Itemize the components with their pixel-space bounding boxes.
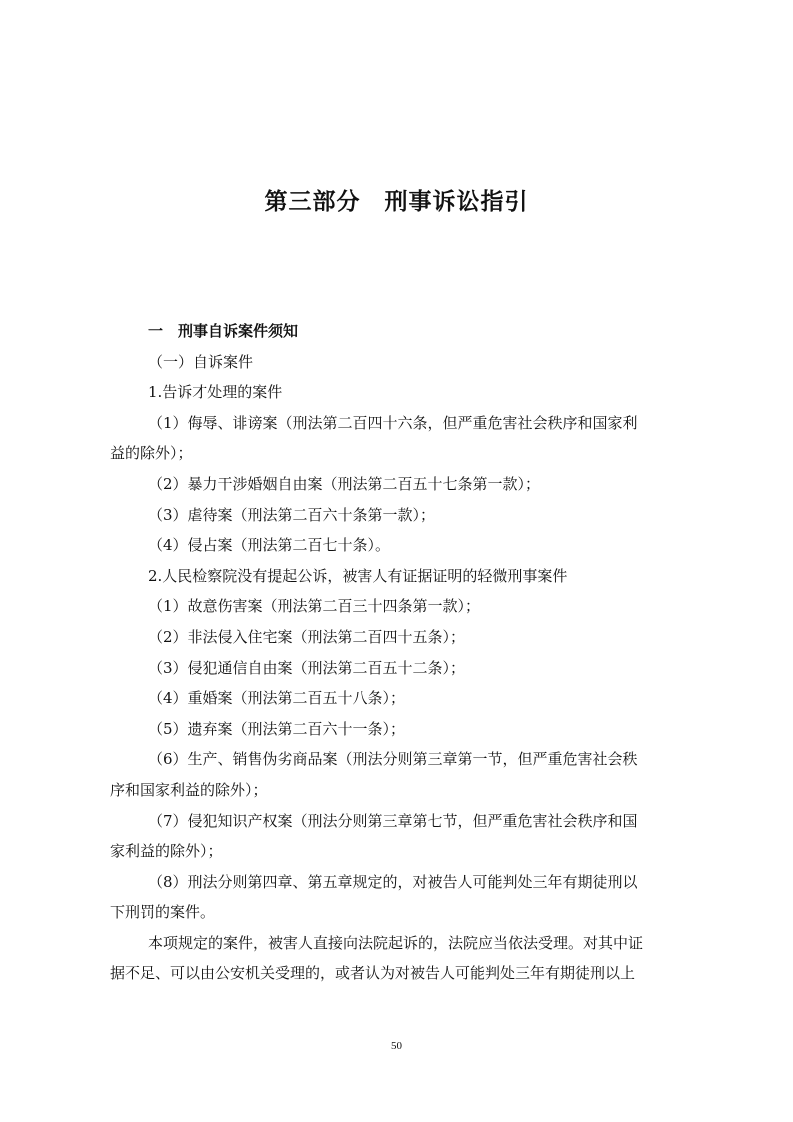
list-item: （2）暴力干涉婚姻自由案（刑法第二百五十七条第一款）； [148,474,541,493]
category-heading: 1.告诉才处理的案件 [148,383,283,402]
subsection-heading: （一）自诉案件 [148,352,254,371]
list-item: （7）侵犯知识产权案（刑法分则第三章第七节，但严重危害社会秩序和国 [148,811,638,830]
list-item-continuation: 序和国家利益的除外）； [110,780,268,799]
section-heading: 一 刑事自诉案件须知 [148,322,299,340]
list-item: （1）故意伤害案（刑法第二百三十四条第一款）； [148,597,481,616]
list-item: （5）遗弃案（刑法第二百六十一条）； [148,719,406,738]
list-item: （1）侮辱、诽谤案（刑法第二百四十六条，但严重危害社会秩序和国家利 [148,413,638,432]
paragraph-line: 据不足、可以由公安机关受理的，或者认为对被告人可能判处三年有期徒刑以上 [110,964,636,983]
list-item-continuation: 下刑罚的案件。 [110,903,216,922]
page-number: 50 [391,1040,402,1052]
category-heading: 2.人民检察院没有提起公诉，被害人有证据证明的轻微刑事案件 [148,566,568,585]
list-item: （6）生产、销售伪劣商品案（刑法分则第三章第一节，但严重危害社会秩 [148,750,638,769]
list-item-continuation: 益的除外）； [110,444,193,463]
list-item-continuation: 家利益的除外）； [110,842,223,861]
page-title: 第三部分 刑事诉讼指引 [264,189,529,215]
list-item: （4）侵占案（刑法第二百七十条）。 [148,536,391,555]
paragraph-line: 本项规定的案件，被害人直接向法院起诉的，法院应当依法受理。对其中证 [148,933,644,952]
list-item: （3）虐待案（刑法第二百六十条第一款）； [148,505,436,524]
list-item: （2）非法侵入住宅案（刑法第二百四十五条）； [148,627,466,646]
document-body [110,316,680,989]
list-item: （4）重婚案（刑法第二百五十八条）； [148,689,406,708]
list-item: （8）刑法分则第四章、第五章规定的，对被告人可能判处三年有期徒刑以 [148,872,638,891]
list-item: （3）侵犯通信自由案（刑法第二百五十二条）； [148,658,466,677]
